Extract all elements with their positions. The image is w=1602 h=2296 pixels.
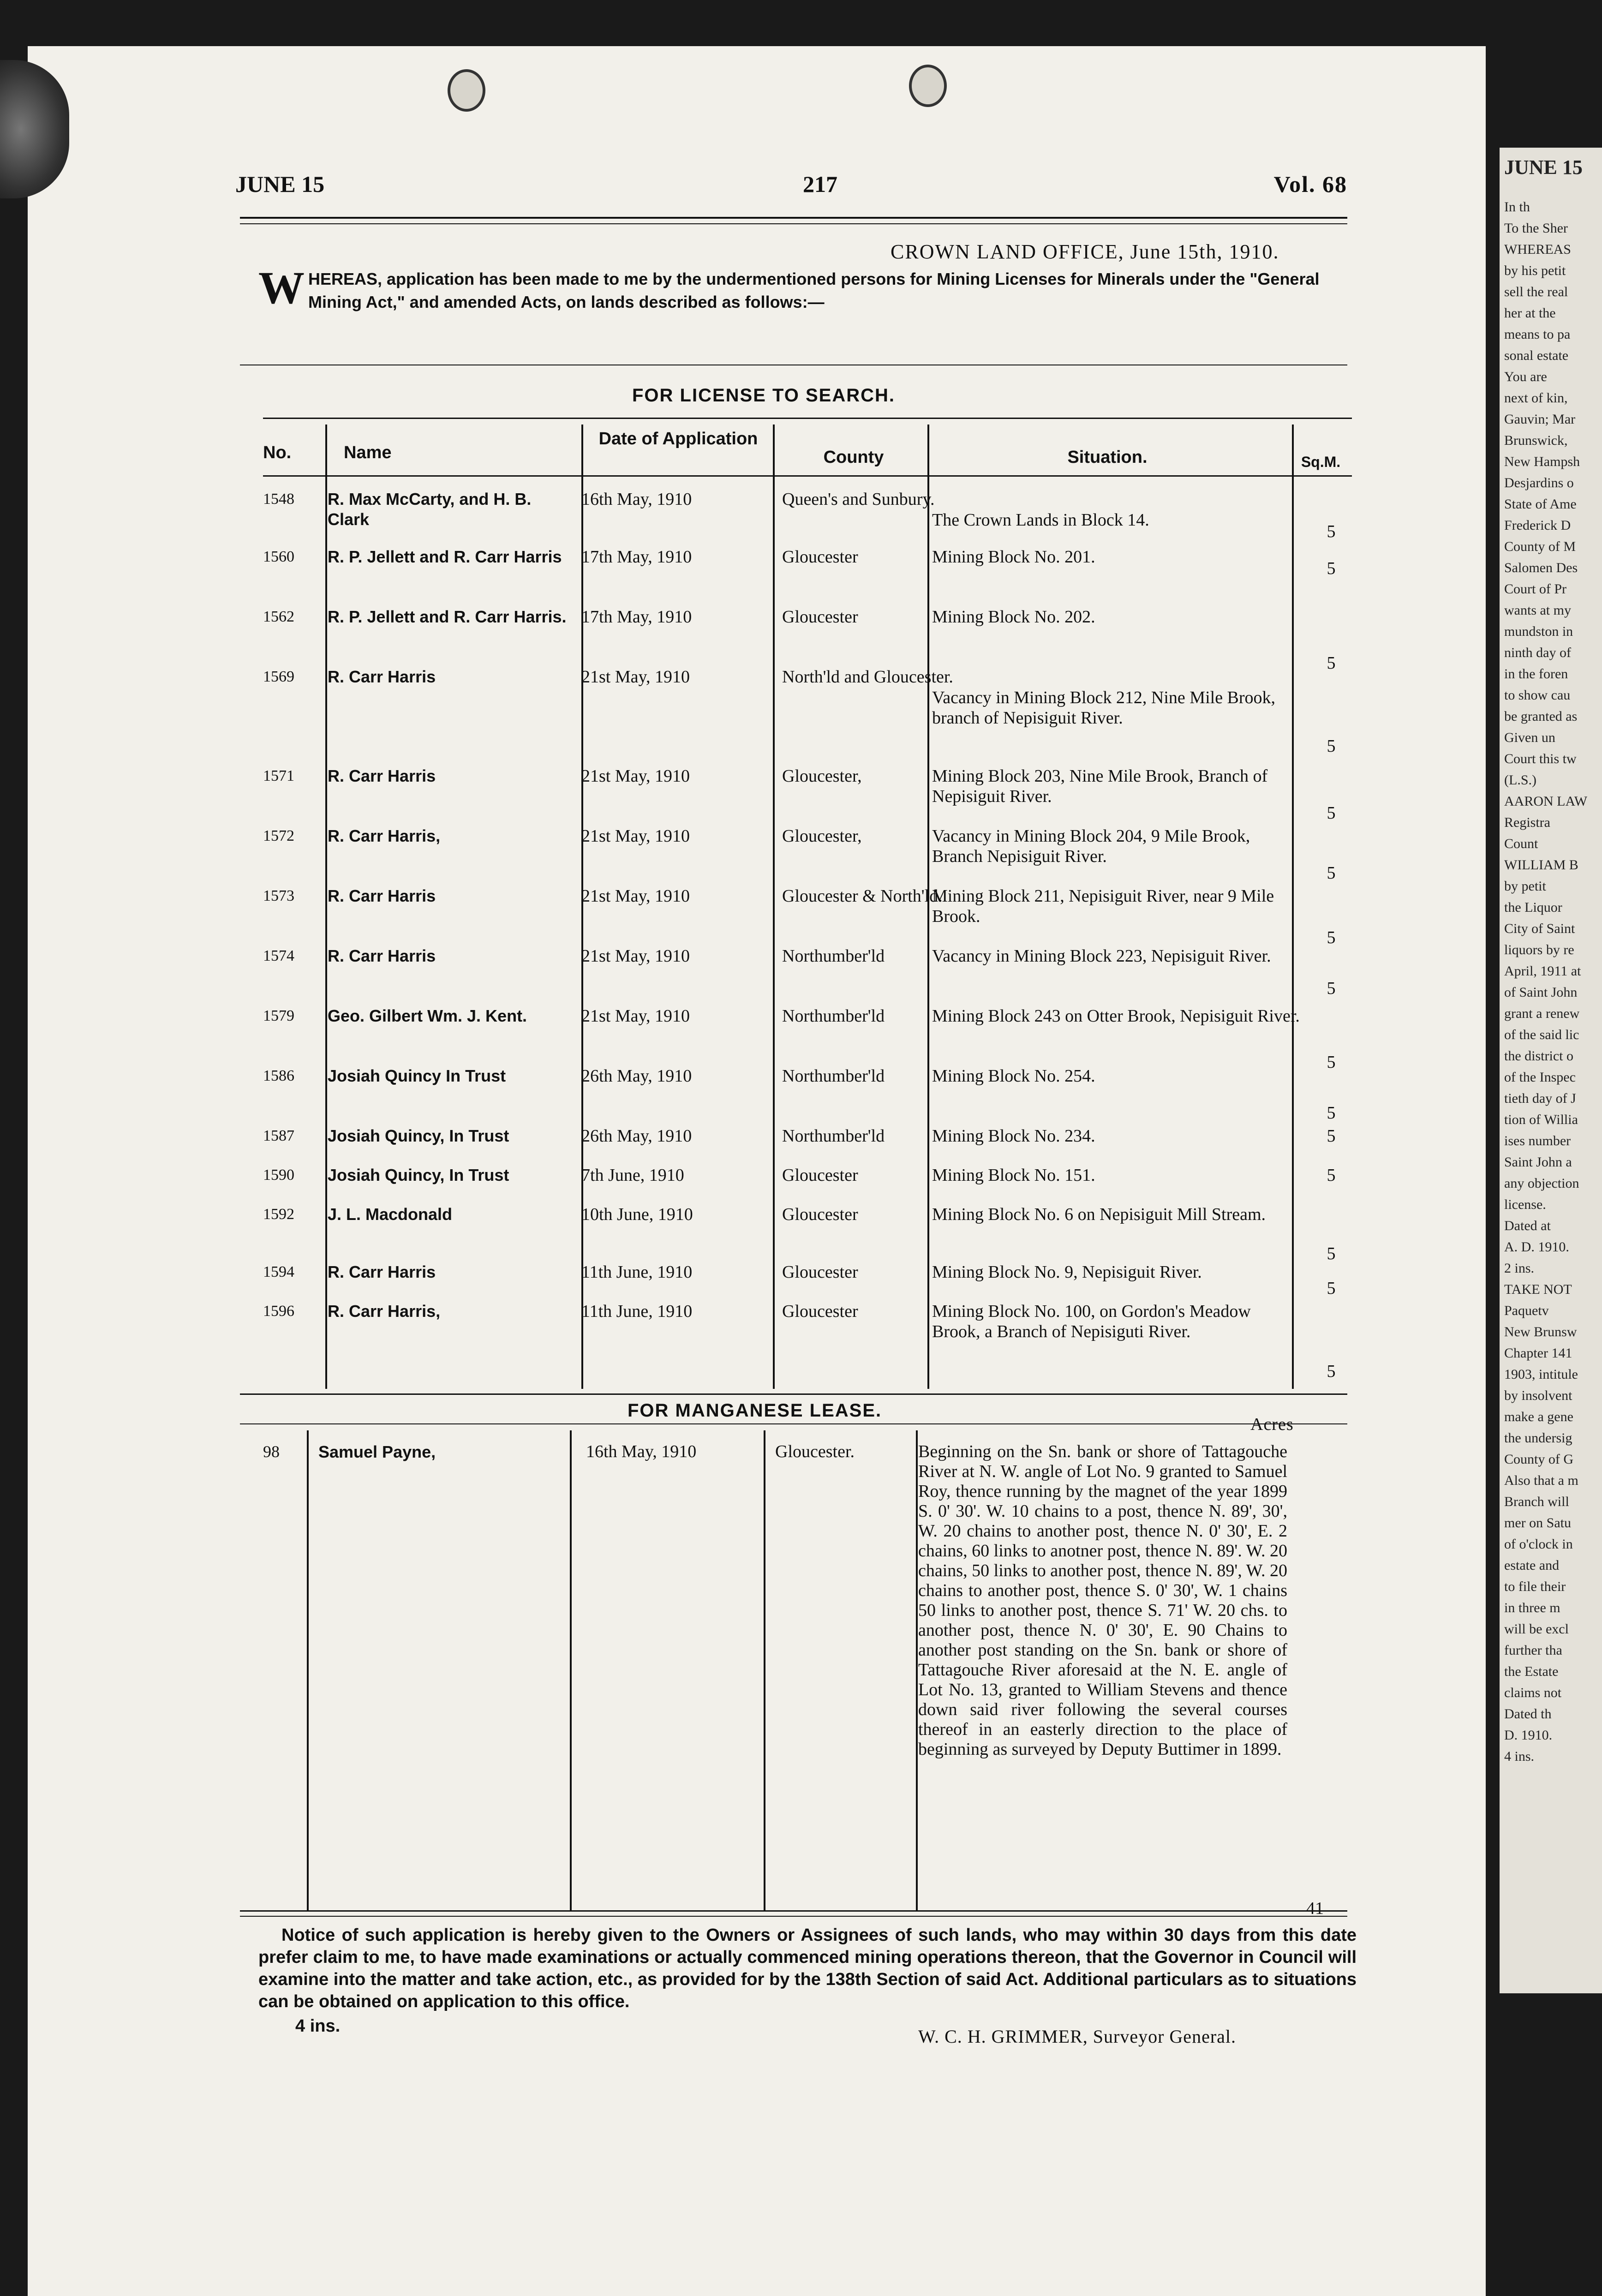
- adjacent-line: liquors by re: [1504, 942, 1574, 957]
- cell-sq: 5: [1327, 1166, 1336, 1185]
- adjacent-line: any objection: [1504, 1176, 1579, 1191]
- column-divider: [764, 1430, 765, 1910]
- cell-sq: 5: [1327, 803, 1336, 823]
- cell-situation: Mining Block 211, Nepisiguit River, near 9 Mile Brook.: [932, 886, 1274, 926]
- adjacent-line: of the Inspec: [1504, 1070, 1576, 1085]
- adjacent-line: ninth day of: [1504, 645, 1571, 660]
- adjacent-line: 1903, intitule: [1504, 1367, 1578, 1382]
- adjacent-line: Salomen Des: [1504, 560, 1578, 575]
- cell-no: 1590: [263, 1166, 294, 1184]
- adjacent-line: mer on Satu: [1504, 1515, 1571, 1531]
- header-bottom-rule: [263, 475, 1352, 477]
- cell-county: Gloucester: [782, 1205, 858, 1224]
- adjacent-line: by his petit: [1504, 263, 1566, 278]
- column-divider: [773, 425, 775, 1389]
- cell-situation: Vacancy in Mining Block 204, 9 Mile Brook, Branch Nepisiguit River.: [932, 826, 1250, 866]
- adjacent-line: D. 1910.: [1504, 1728, 1553, 1743]
- cell-name: R. Carr Harris: [328, 766, 436, 785]
- volume-number: Vol. 68: [1273, 171, 1347, 197]
- cell-situation: Mining Block 243 on Otter Brook, Nepisiguit River.: [932, 1006, 1300, 1026]
- cell-sq: 5: [1327, 1052, 1336, 1072]
- cell-no: 1571: [263, 767, 294, 784]
- adjacent-line: of the said lic: [1504, 1027, 1579, 1042]
- adjacent-line: the undersig: [1504, 1430, 1572, 1446]
- adjacent-page-strip: [1500, 148, 1602, 1993]
- cell-no: 1572: [263, 827, 294, 844]
- cell-situation: Vacancy in Mining Block 212, Nine Mile Brook, branch of Nepisiguit River.: [932, 688, 1276, 728]
- notice-rule-thin: [240, 1916, 1347, 1917]
- adjacent-line: to show cau: [1504, 688, 1571, 703]
- notice-rule: [240, 1910, 1347, 1912]
- adjacent-line: sell the real: [1504, 284, 1568, 299]
- cell-sq: 5: [1327, 1244, 1336, 1263]
- adjacent-line: Court of Pr: [1504, 581, 1566, 597]
- cell-sq: 5: [1327, 1103, 1336, 1123]
- page-number: 217: [803, 171, 837, 197]
- adjacent-line: her at the: [1504, 305, 1556, 321]
- cell-date: 17th May, 1910: [581, 547, 692, 567]
- column-divider: [927, 425, 929, 1389]
- cell-name: R. Carr Harris: [328, 946, 436, 965]
- adjacent-line: license.: [1504, 1197, 1546, 1212]
- cell-date: 16th May, 1910: [581, 490, 692, 509]
- binding-hole: [909, 65, 947, 107]
- cell-date: 26th May, 1910: [581, 1066, 692, 1086]
- cell-no: 1594: [263, 1263, 294, 1280]
- cell-date: 11th June, 1910: [581, 1302, 693, 1321]
- adjacent-line: Chapter 141: [1504, 1345, 1572, 1361]
- table-bottom-rule: [240, 1393, 1347, 1395]
- cell-date: 26th May, 1910: [581, 1126, 692, 1146]
- adjacent-line: sonal estate: [1504, 348, 1569, 363]
- cell-county: Queen's and Sunbury.: [782, 490, 935, 509]
- cell-no: 1587: [263, 1127, 294, 1144]
- adjacent-line: Gauvin; Mar: [1504, 412, 1576, 427]
- cell-county: Gloucester: [782, 547, 858, 567]
- adjacent-line: New Brunsw: [1504, 1324, 1577, 1339]
- col-date-header: Date of Application: [598, 429, 758, 448]
- adjacent-line: You are: [1504, 369, 1547, 384]
- adjacent-line: 2 ins.: [1504, 1261, 1535, 1276]
- cell-situation: Mining Block No. 151.: [932, 1166, 1095, 1185]
- search-section-title: FOR LICENSE TO SEARCH.: [632, 385, 895, 406]
- adjacent-line: the Estate: [1504, 1664, 1559, 1679]
- column-divider: [307, 1430, 309, 1910]
- cell-situation: Mining Block No. 201.: [932, 547, 1095, 567]
- adjacent-line: grant a renew: [1504, 1006, 1580, 1021]
- cell-county: Gloucester: [782, 607, 858, 627]
- adjacent-line: next of kin,: [1504, 390, 1568, 406]
- cell-no: 1579: [263, 1007, 294, 1024]
- cell-no: 1548: [263, 490, 294, 508]
- cell-situation: Mining Block 203, Nine Mile Brook, Branch of Nepisiguit River.: [932, 766, 1268, 806]
- adjacent-line: ises number: [1504, 1133, 1571, 1148]
- adjacent-line: claims not: [1504, 1685, 1562, 1700]
- cell-name: R. P. Jellett and R. Carr Harris: [328, 547, 562, 566]
- column-divider: [325, 425, 327, 1389]
- cell-date: 21st May, 1910: [581, 766, 690, 786]
- cell-date: 7th June, 1910: [581, 1166, 684, 1185]
- adjacent-line: State of Ame: [1504, 496, 1577, 512]
- col-no-header: No.: [263, 443, 292, 462]
- cell-situation: Vacancy in Mining Block 223, Nepisiguit River.: [932, 946, 1271, 966]
- adjacent-line: TAKE NOT: [1504, 1282, 1572, 1297]
- cell-date: 21st May, 1910: [581, 886, 690, 906]
- cell-county: Northumber'ld: [782, 1006, 885, 1026]
- adjacent-line: tieth day of J: [1504, 1091, 1576, 1106]
- adjacent-line: City of Saint: [1504, 921, 1575, 936]
- adjacent-line: of Saint John: [1504, 985, 1578, 1000]
- cell-sq: 5: [1327, 1362, 1336, 1381]
- adjacent-line: Desjardins o: [1504, 475, 1574, 490]
- cell-sq: 5: [1327, 928, 1336, 947]
- adjacent-line: wants at my: [1504, 603, 1571, 618]
- adjacent-page-lines: [1504, 197, 1597, 1767]
- adjacent-line: April, 1911 at: [1504, 963, 1581, 979]
- header-rule: [240, 217, 1347, 219]
- cell-no: 1586: [263, 1067, 294, 1084]
- col-county-header: County: [823, 448, 884, 467]
- cell-sq: 5: [1327, 736, 1336, 756]
- adjacent-line: make a gene: [1504, 1409, 1573, 1424]
- cell-name: R. Carr Harris,: [328, 1302, 441, 1321]
- cell-sq: 5: [1327, 1126, 1336, 1146]
- adjacent-line: in the foren: [1504, 666, 1568, 682]
- adjacent-line: Saint John a: [1504, 1154, 1572, 1170]
- cell-name: R. Carr Harris,: [328, 826, 441, 845]
- adjacent-line: Frederick D: [1504, 518, 1571, 533]
- col-name-header: Name: [344, 443, 392, 462]
- adjacent-line: Court this tw: [1504, 751, 1577, 766]
- adjacent-line: WILLIAM B: [1504, 857, 1578, 873]
- adjacent-line: the district o: [1504, 1048, 1573, 1064]
- adjacent-line: mundston in: [1504, 624, 1573, 639]
- acres-label: Acres: [1250, 1415, 1294, 1434]
- cell-date: 11th June, 1910: [581, 1262, 693, 1282]
- cell-name: Geo. Gilbert Wm. J. Kent.: [328, 1006, 527, 1025]
- manganese-title-rule: [240, 1423, 1347, 1424]
- cell-situation: The Crown Lands in Block 14.: [932, 510, 1149, 530]
- page-header: [235, 171, 1347, 198]
- cell-date: 21st May, 1910: [581, 946, 690, 966]
- adjacent-line: by petit: [1504, 879, 1546, 894]
- cell-name: Josiah Quincy In Trust: [328, 1066, 506, 1085]
- adjacent-line: County of M: [1504, 539, 1576, 554]
- adjacent-line: further tha: [1504, 1643, 1562, 1658]
- office-line: CROWN LAND OFFICE, June 15th, 1910.: [891, 240, 1279, 263]
- adjacent-line: tion of Willia: [1504, 1112, 1578, 1127]
- cell-situation: Mining Block No. 6 on Nepisiguit Mill Stream.: [932, 1205, 1266, 1224]
- cell-county: Gloucester: [782, 1262, 858, 1282]
- adjacent-line: A. D. 1910.: [1504, 1239, 1569, 1255]
- cell-name: Josiah Quincy, In Trust: [328, 1126, 509, 1145]
- adjacent-line: In th: [1504, 199, 1530, 215]
- cell-county: Gloucester & North'ld.: [782, 886, 943, 906]
- adjacent-line: County of G: [1504, 1452, 1573, 1467]
- cell-name: R. Max McCarty, and H. B. Clark: [328, 490, 532, 529]
- adjacent-line: will be excl: [1504, 1621, 1569, 1637]
- cell-sq: 5: [1327, 1279, 1336, 1298]
- adjacent-line: to file their: [1504, 1579, 1566, 1594]
- col-situation-header: Situation.: [1067, 448, 1148, 467]
- adjacent-line: AARON LAW: [1504, 794, 1588, 809]
- adjacent-line: New Hampsh: [1504, 454, 1580, 469]
- cell-no: 98: [263, 1442, 280, 1461]
- cell-county: North'ld and Gloucester.: [782, 667, 953, 687]
- signature: W. C. H. GRIMMER, Surveyor General.: [918, 2026, 1237, 2047]
- cell-date: 10th June, 1910: [581, 1205, 693, 1224]
- cell-county: Gloucester,: [782, 766, 862, 786]
- cell-name: Josiah Quincy, In Trust: [328, 1166, 509, 1184]
- cell-name: R. Carr Harris: [328, 1262, 436, 1281]
- adjacent-line: (L.S.): [1504, 772, 1536, 788]
- cell-situation: Mining Block No. 202.: [932, 607, 1095, 627]
- notice-paragraph: Notice of such application is hereby given to the Owners or Assignees of such lands, who may within 30 days from this date prefer claim to me, to have made examinations or actually commenced mining operations thereon, that the Governor in Council will examine into the matter and take action, etc., as provided for by the 138th Section of said Act. Additional particulars as to situations can be obtained on application to this office.: [258, 1925, 1357, 2011]
- cell-situation: Mining Block No. 100, on Gordon's Meadow Brook, a Branch of Nepisiguti River.: [932, 1302, 1251, 1341]
- newspaper-page: [28, 46, 1486, 2296]
- adjacent-line: by insolvent: [1504, 1388, 1572, 1403]
- adjacent-line: Registra: [1504, 815, 1550, 830]
- adjacent-line: 4 ins.: [1504, 1749, 1535, 1764]
- cell-county: Northumber'ld: [782, 1066, 885, 1086]
- cell-date: 21st May, 1910: [581, 667, 690, 687]
- cell-name: R. P. Jellett and R. Carr Harris.: [328, 607, 567, 626]
- col-sq-header: Sq.M.: [1301, 454, 1341, 470]
- adjacent-line: Given un: [1504, 730, 1555, 745]
- cell-no: 1562: [263, 608, 294, 625]
- insertions-note: 4 ins.: [295, 2016, 341, 2036]
- cell-no: 1574: [263, 947, 294, 964]
- adjacent-line: estate and: [1504, 1558, 1560, 1573]
- cell-acres: 41: [1306, 1899, 1324, 1918]
- adjacent-line: Dated th: [1504, 1706, 1552, 1722]
- cell-situation: Beginning on the Sn. bank or shore of Tattagouche River at N. W. angle of Lot No. 9 granted to Samuel Roy, thence running by the magnet of the year 1899 S. 0' 30'. W. 10 chains to a post, thence N. 89', 30', W. 20 chains to another post, thence N. 0' 30', E. 2 chains, 60 links to anotner post, thence N. 89'. W. 20 chains, 50 links to another post, thence N. 89', W. 20 chains to another post, thence S. 0' 30', W. 1 chains 50 links to another post, thence S. 71' W. 20 chs. to another post, thence N. 0' 30', E. 90 Chains to another post standing on the Sn. bank or shore of Tattagouche River aforesaid at the N. E. angle of Lot No. 13, granted to William Stevens and thence down said river following the several courses thereof in an easterly direction to the place of beginning as surveyed by Deputy Buttimer in 1899.: [918, 1442, 1287, 1759]
- cell-sq: 5: [1327, 653, 1336, 673]
- cell-county: Gloucester.: [775, 1442, 855, 1461]
- table-header: [263, 429, 1352, 475]
- cell-no: 1560: [263, 548, 294, 565]
- cell-no: 1592: [263, 1206, 294, 1223]
- binding-hole: [448, 69, 485, 112]
- cell-sq: 5: [1327, 979, 1336, 998]
- cell-name: J. L. Macdonald: [328, 1205, 453, 1224]
- cell-situation: Mining Block No. 254.: [932, 1066, 1095, 1086]
- adjacent-line: Dated at: [1504, 1218, 1551, 1233]
- adjacent-line: of o'clock in: [1504, 1537, 1573, 1552]
- table-top-rule: [263, 418, 1352, 419]
- cell-county: Northumber'ld: [782, 946, 885, 966]
- adjacent-line: Branch will: [1504, 1494, 1569, 1509]
- cell-county: Gloucester,: [782, 826, 862, 846]
- adjacent-line: means to pa: [1504, 327, 1571, 342]
- adjacent-line: Also that a m: [1504, 1473, 1578, 1488]
- cell-no: 1596: [263, 1303, 294, 1320]
- adjacent-line: Count: [1504, 836, 1538, 851]
- header-rule-thin: [240, 223, 1347, 224]
- cell-date: 17th May, 1910: [581, 607, 692, 627]
- cell-situation: Mining Block No. 9, Nepisiguit River.: [932, 1262, 1202, 1282]
- drop-cap: W: [258, 262, 305, 313]
- cell-date: 21st May, 1910: [581, 826, 690, 846]
- cell-county: Northumber'ld: [782, 1126, 885, 1146]
- adjacent-line: Paquetv: [1504, 1303, 1549, 1318]
- column-divider: [581, 425, 583, 1389]
- cell-sq: 5: [1327, 559, 1336, 578]
- header-date: JUNE 15: [235, 171, 325, 197]
- adjacent-line: Brunswick,: [1504, 433, 1568, 448]
- manganese-section-title: FOR MANGANESE LEASE.: [628, 1400, 882, 1421]
- column-divider: [916, 1430, 918, 1910]
- adjacent-line: be granted as: [1504, 709, 1578, 724]
- cell-no: 1573: [263, 887, 294, 904]
- cell-sq: 5: [1327, 863, 1336, 883]
- cell-name: Samuel Payne,: [318, 1442, 436, 1461]
- cell-sq: 5: [1327, 522, 1336, 541]
- cell-name: R. Carr Harris: [328, 886, 436, 905]
- cell-name: R. Carr Harris: [328, 667, 436, 686]
- adjacent-line: To the Sher: [1504, 221, 1568, 236]
- cell-date: 16th May, 1910: [586, 1442, 697, 1461]
- preamble: [258, 262, 1347, 314]
- cell-county: Gloucester: [782, 1302, 858, 1321]
- preamble-text: HEREAS, application has been made to me by the undermentioned persons for Mining Licenses for Minerals under the "General Mining Act," and amended Acts, on lands described as follows:—: [308, 269, 1320, 311]
- column-divider: [570, 1430, 572, 1910]
- cell-situation: Mining Block No. 234.: [932, 1126, 1095, 1146]
- adjacent-page-title: JUNE 15: [1504, 156, 1583, 179]
- cell-county: Gloucester: [782, 1166, 858, 1185]
- adjacent-line: WHEREAS: [1504, 242, 1571, 257]
- cell-no: 1569: [263, 668, 294, 685]
- adjacent-line: in three m: [1504, 1600, 1560, 1615]
- adjacent-line: the Liquor: [1504, 900, 1562, 915]
- cell-date: 21st May, 1910: [581, 1006, 690, 1026]
